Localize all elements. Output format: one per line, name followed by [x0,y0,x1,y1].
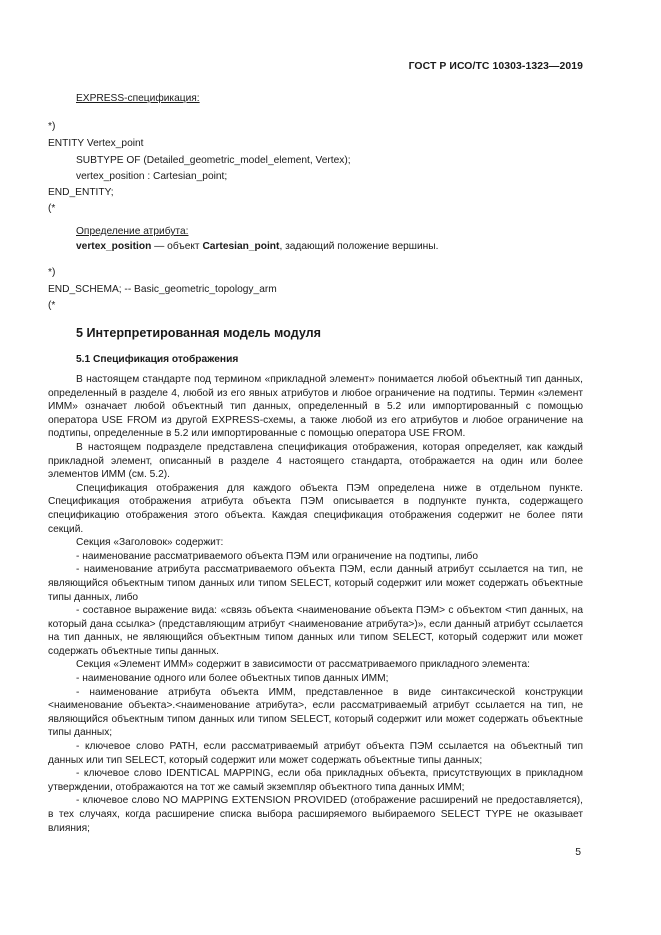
paragraph: Секция «Заголовок» содержит: [76,537,224,549]
list-item: - ключевое слово PATH, если рассматриваемый атрибут объекта ПЭМ ссылается на объектный тип данных или тип SELECT, который содержит или может содержать объектные типы данных; [48,741,583,766]
list-item: - ключевое слово NO MAPPING EXTENSION PROVIDED (отображение расширений не предоставляется), в тех случаях, когда расширение списка выбора расширяемого выбираемого SELECT TYPE не оказывает влияния; [48,795,583,834]
code-line: *) [48,267,56,278]
list-item: - наименование рассматриваемого объекта ПЭМ или ограничение на подтипы, либо [76,550,478,562]
attribute-definition-heading: Определение атрибута: [76,226,189,237]
code-line: SUBTYPE OF (Detailed_geometric_model_element, Vertex); [76,155,351,166]
list-item: - составное выражение вида: «связь объекта <наименование объекта ПЭМ> с объектом <тип данных, на который дана ссылка> (представляющим атрибут <наименование атрибута>)», если данный атрибут ссылается на тип данных, не являющийся объектным типом данных или типом SELECT, который содержит или может содержать объектные типы данных. [48,605,583,657]
code-line: END_SCHEMA; -- Basic_geometric_topology_arm [48,284,277,295]
code-line: *) [48,121,56,132]
subsection-title: 5.1 Спецификация отображения [76,354,239,365]
attribute-definition [76,240,438,254]
code-line: END_ENTITY; [48,187,114,198]
list-item: - ключевое слово IDENTICAL MAPPING, если оба прикладных объекта, присутствующих в прикладном утверждении, отображаются на тот же самый экземпляр объектного типа данных ИММ; [48,768,583,793]
express-spec-heading: EXPRESS-спецификация: [76,93,200,104]
section-body [48,373,583,835]
code-line: (* [48,203,56,214]
attribute-type: Cartesian_point [202,241,280,252]
code-line: (* [48,300,56,311]
paragraph: В настоящем стандарте под термином «прикладной элемент» понимается любой объектный тип данных, определенный в разделе 4, любой из его явных атрибутов и любое ограничение на подтипы. Термин «элемент ИММ» означает любой объектный тип данных, определенный в 5.2 или импортированный с помощью оператора USE FROM из другой EXPRESS-схемы, а также любой из его атрибутов и любое ограничение на подтипы, определенные в 5.2 или импортированные с помощью оператора USE FROM. [48,374,583,440]
attribute-name: vertex_position [76,241,152,252]
list-item: - наименование атрибута объекта ИММ, представленное в виде синтаксической конструкции <наименование объекта>.<наименование атрибута>, если рассматриваемый атрибут ссылается на тип, не являющийся объектным типом данных или типом SELECT, который содержит или может содержать объектные типы данных; [48,686,583,739]
paragraph: Спецификация отображения для каждого объекта ПЭМ определена ниже в отдельном пункте. Спецификация отображения атрибута объекта ПЭМ описывается в подпункте пункта, содержащего спецификацию отображения этого объекта. Каждая спецификация отображения содержит не более пяти секций. [48,482,583,535]
section-title: 5 Интерпретированная модель модуля [76,326,322,340]
attribute-text: — объект [151,241,203,252]
document-id-header: ГОСТ Р ИСО/ТС 10303-1323—2019 [408,61,583,72]
code-line: ENTITY Vertex_point [48,138,144,149]
paragraph: Секция «Элемент ИММ» содержит в зависимости от рассматриваемого прикладного элемента: [76,659,530,671]
page-number: 5 [575,847,581,858]
attribute-text: , задающий положение вершины. [279,241,439,252]
paragraph: В настоящем подразделе представлена спецификация отображения, которая определяет, как каждый прикладной элемент, описанный в разделе 4 настоящего стандарта, отображается на один или более элементов ИММ (см. 5.2). [48,441,583,481]
list-item: - наименование атрибута рассматриваемого объекта ПЭМ, если данный атрибут ссылается на тип, не являющийся объектным типом данных или типом SELECT, который содержит или может содержать объектные типы данных, либо [48,564,583,603]
code-line: vertex_position : Cartesian_point; [76,171,228,182]
list-item: - наименование одного или более объектных типов данных ИММ; [76,673,389,685]
